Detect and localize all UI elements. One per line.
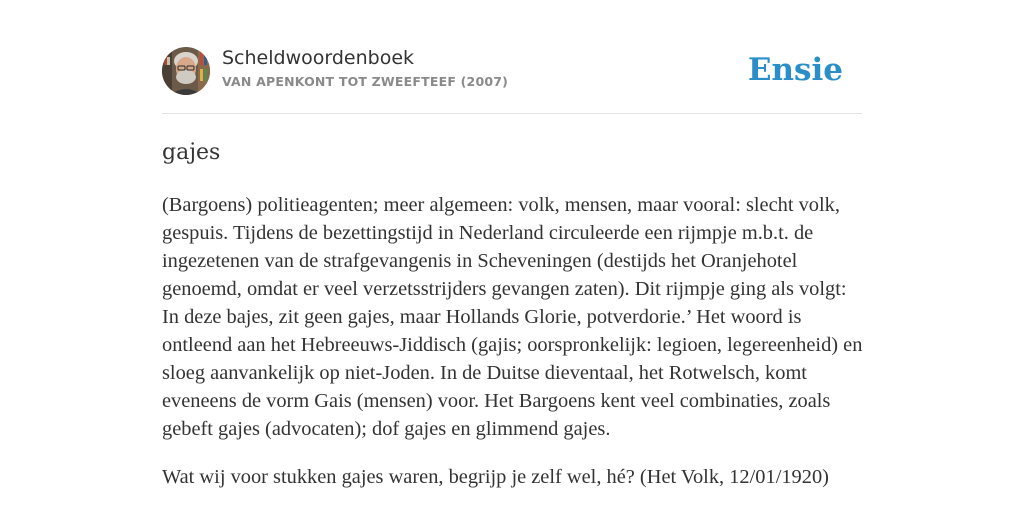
source-subtitle: VAN APENKONT TOT ZWEEFTEEF (2007) xyxy=(222,74,509,89)
entry-example: Wat wij voor stukken gajes waren, begrijp je zelf wel, hé? (Het Volk, 12/01/1920) xyxy=(162,466,829,488)
entry-card xyxy=(162,46,862,491)
ensie-logo[interactable]: Ensie xyxy=(747,52,843,88)
entry-definition: (Bargoens) politieagenten; meer algemeen: volk, mensen, maar vooral: slecht volk, gespuis. Tijdens de bezettingstijd in Nederland circuleerde een rijmpje m.b.t. de ingezetenen van de strafgevangenis in Scheveningen (destijds het Oranjehotel genoemd, omdat er veel verzetsstrijders gevangen zaten). Dit rijmpje ging als volgt: In deze bajes, zit geen gajes, maar Hollands Glorie, potverdorie.’ Het woord is ontleend aan het Hebreeuws-Jiddisch (gajis; oorspronkelijk: legioen, legereenheid) en sloeg aanvankelijk op niet-Joden. In de Duitse dieventaal, het Rotwelsch, komt eveneens de vorm Gais (mensen) voor. Het Bargoens kent veel combinaties, zoals gebeft gajes (advocaten); dof gajes en glimmend gajes. xyxy=(162,194,863,440)
entry-term: gajes xyxy=(162,140,221,165)
source-title[interactable]: Scheldwoordenboek xyxy=(222,47,415,69)
author-portrait-icon[interactable] xyxy=(162,47,210,95)
source-header xyxy=(162,46,862,114)
